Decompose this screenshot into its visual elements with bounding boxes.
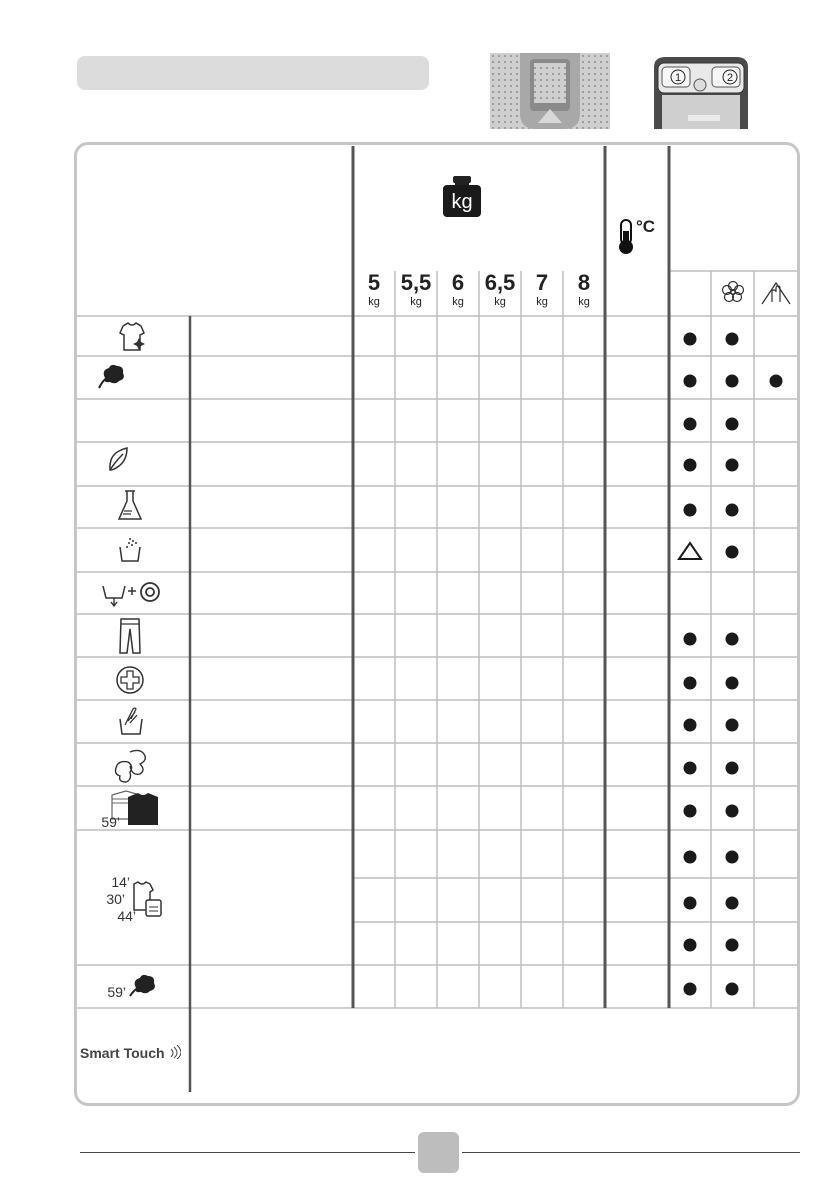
load-capacity-unit: kg [536,296,548,308]
footer-rule-left [80,1152,415,1153]
dosage-dot [726,459,739,472]
dosage-dot [726,983,739,996]
dosage-dot [726,418,739,431]
program-time-44: 44’ [117,908,136,924]
load-capacity-value: 6 [451,270,465,295]
dosage-dot [726,677,739,690]
load-capacity-value: 6,5 [484,270,516,295]
dosage-dot [726,375,739,388]
page-number-badge [418,1132,459,1173]
compartment-1-label: 1 [674,72,682,84]
dosage-dot [726,719,739,732]
dosage-triangle [679,543,701,559]
dosage-dot [726,805,739,818]
load-capacity-value: 8 [577,270,591,295]
load-capacity-unit: kg [494,296,506,308]
dosage-dot [684,459,697,472]
dosage-dot [684,851,697,864]
footer-rule-right [462,1152,800,1153]
dosage-dot [684,762,697,775]
dosage-dot [726,546,739,559]
compartment-2-label: 2 [726,72,734,84]
dosage-dot [684,375,697,388]
dosage-dot [684,805,697,818]
temperature-unit: °C [636,217,656,236]
dosage-dot [684,719,697,732]
dosage-dot [726,762,739,775]
dosage-dot [726,633,739,646]
program-time-59: 59’ [101,814,120,830]
dosage-dot [684,418,697,431]
dosage-dot [770,375,783,388]
dosage-dot [684,897,697,910]
dosage-dot [726,939,739,952]
load-capacity-value: 5 [367,270,381,295]
program-time-30: 30’ [106,891,125,907]
load-capacity-value: 7 [535,270,549,295]
smart-touch-label: Smart Touch [80,1045,165,1061]
load-capacity-unit: kg [368,296,380,308]
dosage-dot [684,333,697,346]
program-time-59-cotton: 59’ [107,984,126,1000]
dosage-dot [684,504,697,517]
load-capacity-unit: kg [578,296,590,308]
dosage-dot [726,504,739,517]
program-time-14: 14’ [111,874,130,890]
dosage-dot [684,983,697,996]
dosage-dot [726,851,739,864]
dosage-dot [684,939,697,952]
dosage-dot [684,677,697,690]
dosage-dot [726,333,739,346]
load-capacity-unit: kg [452,296,464,308]
load-capacity-value: 5,5 [400,270,432,295]
kg-icon-text: kg [451,191,473,213]
dosage-dot [726,897,739,910]
load-capacity-unit: kg [410,296,422,308]
dosage-dot [684,633,697,646]
